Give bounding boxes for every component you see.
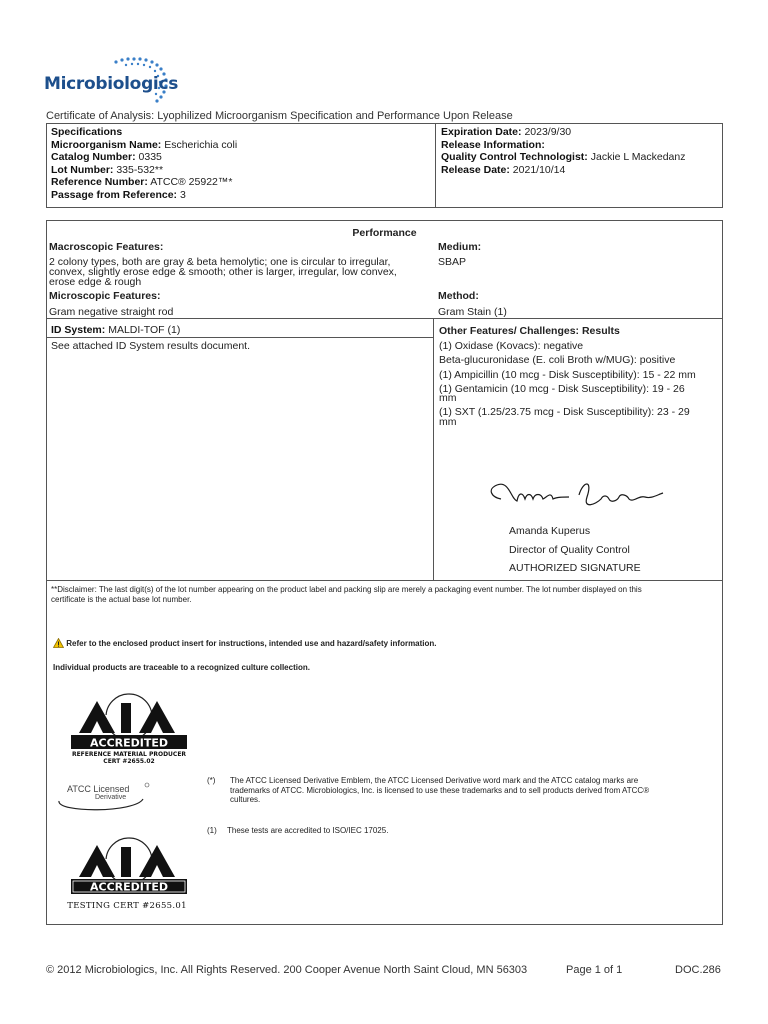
other-features-label: Other Features/ Challenges: Results xyxy=(439,325,620,337)
footer-page: Page 1 of 1 xyxy=(566,964,623,976)
id-value: MALDI-TOF (1) xyxy=(108,324,181,336)
macro-line: 2 colony types, both are gray & beta hemolytic; one is circular to irregular, xyxy=(49,256,391,268)
medium-label: Medium: xyxy=(438,241,482,253)
macro-label: Macroscopic Features: xyxy=(49,241,164,253)
disclaimer-line: certificate is the actual base lot number. xyxy=(51,594,192,604)
lot-label: Lot Number: xyxy=(51,163,114,176)
signature-caption: AUTHORIZED SIGNATURE xyxy=(509,562,641,574)
company-logo xyxy=(44,56,204,116)
results-list xyxy=(439,342,721,427)
signer-title: Director of Quality Control xyxy=(509,544,630,556)
method-value: Gram Stain (1) xyxy=(438,306,507,318)
macro-line: convex, slightly erose edge & smooth; other is larger, irregular, low convex, xyxy=(49,266,397,278)
insert-warning-text: Refer to the enclosed product insert for instructions, intended use and hazard/safety information. xyxy=(66,639,437,649)
a2la-reference-caption xyxy=(69,751,189,765)
a2la-testing-logo xyxy=(57,835,197,923)
column-divider xyxy=(435,124,436,207)
atcc-note-line: The ATCC Licensed Derivative Emblem, the ATCC Licensed Derivative word mark and the ATCC catalog marks are xyxy=(230,776,639,785)
organism-value: Escherichia coli xyxy=(164,138,238,151)
release-info-label: Release Information: xyxy=(441,138,545,151)
result-item: (1) Gentamicin (10 mcg - Disk Susceptibility): 19 - 26 xyxy=(439,382,685,395)
result-item: Beta-glucuronidase (E. coli Broth w/MUG): positive xyxy=(439,354,676,367)
reference-value: ATCC® 25922™* xyxy=(150,176,233,189)
id-note: See attached ID System results document. xyxy=(51,340,251,352)
micro-value: Gram negative straight rod xyxy=(49,306,174,318)
macro-line: erose edge & rough xyxy=(49,276,142,288)
reference-label: Reference Number: xyxy=(51,176,148,189)
result-item: mm xyxy=(439,415,457,428)
specifications-left xyxy=(51,126,237,202)
result-item: (1) Oxidase (Kovacs): negative xyxy=(439,340,584,352)
a2la-caption-line: REFERENCE MATERIAL PRODUCER xyxy=(71,751,187,758)
a2la-accredited-text: ACCREDITED xyxy=(89,736,169,750)
id-system xyxy=(51,325,180,335)
atcc-marker: (*) xyxy=(207,776,216,785)
iso-marker: (1) xyxy=(207,826,217,835)
result-item: mm xyxy=(439,392,457,405)
certificate-title: Certificate of Analysis: Lyophilized Microorganism Specification and Performance Upon Release xyxy=(46,110,513,122)
insert-warning xyxy=(53,638,437,650)
logo-wordmark: Microbiologics xyxy=(44,74,179,94)
catalog-label: Catalog Number: xyxy=(51,151,136,164)
release-date-label: Release Date: xyxy=(441,163,510,176)
a2la-testing-caption: TESTING CERT #2655.01 xyxy=(67,901,187,911)
a2la-emblem-icon xyxy=(69,693,189,753)
method-label: Method: xyxy=(438,290,479,302)
expiration-label: Expiration Date: xyxy=(441,126,522,138)
catalog-value: 0335 xyxy=(138,151,162,164)
result-item: (1) SXT (1.25/23.75 mcg - Disk Susceptibility): 23 - 29 xyxy=(439,406,690,419)
disclaimer xyxy=(51,585,719,604)
warning-icon xyxy=(53,638,64,650)
macro-description xyxy=(49,257,435,287)
specifications-heading: Specifications xyxy=(51,126,123,138)
signer-name: Amanda Kuperus xyxy=(509,525,591,537)
column-divider xyxy=(433,318,434,580)
footer-copyright: © 2012 Microbiologics, Inc. All Rights Reserved. 200 Cooper Avenue North Saint Cloud, MN 56303 xyxy=(46,964,528,976)
atcc-note-line: cultures. xyxy=(230,795,261,804)
a2la-emblem-icon xyxy=(69,835,189,897)
divider-line xyxy=(47,318,722,319)
footer-doc: DOC.286 xyxy=(675,964,721,976)
iso-note: These tests are accredited to ISO/IEC 17025. xyxy=(227,826,389,835)
a2la-reference-logo xyxy=(69,693,189,773)
specifications-box xyxy=(46,123,723,208)
atcc-licensed-logo xyxy=(55,777,155,813)
qc-tech-label: Quality Control Technologist: xyxy=(441,151,588,164)
divider-line xyxy=(47,580,722,581)
id-label: ID System: xyxy=(51,324,106,336)
organism-label: Microorganism Name: xyxy=(51,138,162,151)
signature-image xyxy=(483,471,683,516)
a2la-accredited-text: ACCREDITED xyxy=(89,880,169,894)
qc-tech-value: Jackie L Mackedanz xyxy=(590,151,686,164)
passage-value: 3 xyxy=(179,188,186,201)
performance-box xyxy=(46,220,723,925)
id-divider xyxy=(47,337,433,338)
performance-heading: Performance xyxy=(352,227,417,239)
expiration-value: 2023/9/30 xyxy=(524,126,572,138)
atcc-logo-line1: ATCC Licensed xyxy=(67,784,130,794)
atcc-logo-line2: Derivative xyxy=(95,794,127,801)
a2la-caption-line: CERT #2655.02 xyxy=(103,758,155,765)
disclaimer-line: **Disclaimer: The last digit(s) of the lot number appearing on the product label and packing slip are merely a packaging event number. The lot number displayed on this xyxy=(51,585,642,594)
specifications-right xyxy=(441,126,685,176)
atcc-trademark-note xyxy=(230,776,720,805)
passage-label: Passage from Reference: xyxy=(51,188,178,201)
atcc-note-line: trademarks of ATCC. Microbiologics, Inc. is licensed to use these trademarks and to sell products derived from ATCC® xyxy=(230,785,650,795)
lot-value: 335-532** xyxy=(116,163,164,176)
result-item: (1) Ampicillin (10 mcg - Disk Susceptibility): 15 - 22 mm xyxy=(439,368,696,381)
micro-label: Microscopic Features: xyxy=(49,290,161,302)
release-date-value: 2021/10/14 xyxy=(512,163,566,176)
traceable-note: Individual products are traceable to a recognized culture collection. xyxy=(53,663,310,672)
medium-value: SBAP xyxy=(438,256,467,268)
